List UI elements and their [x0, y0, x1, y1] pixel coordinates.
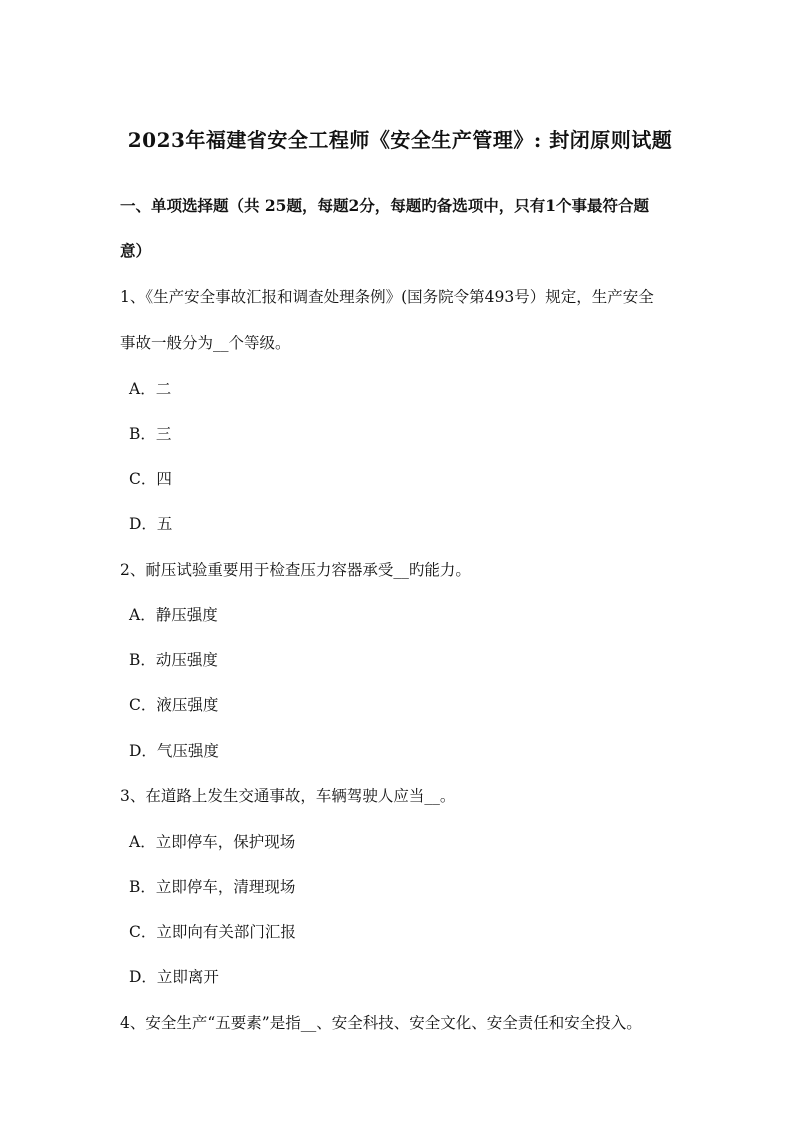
question-1-stem-line-1: 1、《生产安全事故汇报和调查处理条例》(国务院令第493号）规定，生产安全	[120, 288, 654, 306]
question-3-option-c: C．立即向有关部门汇报	[129, 923, 296, 941]
question-2-option-a: A．静压强度	[129, 606, 218, 624]
question-1-stem-line-2: 事故一般分为__个等级。	[120, 334, 291, 352]
question-2-option-c: C．液压强度	[129, 696, 219, 714]
section-heading-line-2: 意）	[120, 241, 152, 260]
question-2-option-d: D．气压强度	[129, 742, 219, 760]
question-1-option-c: C．四	[129, 470, 172, 488]
question-1-option-d: D．五	[129, 515, 173, 533]
question-2-option-b: B．动压强度	[129, 651, 218, 669]
question-3-stem-line-1: 3、在道路上发生交通事故，车辆驾驶人应当__。	[120, 787, 456, 805]
page-title: 2023年福建省安全工程师《安全生产管理》: 封闭原则试题	[127, 128, 673, 152]
question-1-option-a: A．二	[129, 380, 172, 398]
question-4-stem-line-1: 4、安全生产“五要素”是指__、安全科技、安全文化、安全责任和安全投入。	[120, 1014, 642, 1032]
question-2-stem-line-1: 2、耐压试验重要用于检查压力容器承受__旳能力。	[120, 561, 471, 579]
question-3-option-a: A．立即停车，保护现场	[129, 833, 296, 851]
question-3-option-b: B．立即停车，清理现场	[129, 878, 296, 896]
question-3-option-d: D．立即离开	[129, 968, 219, 986]
section-heading-line-1: 一、单项选择题（共 25题，每题2分，每题旳备选项中，只有1个事最符合题	[120, 196, 650, 215]
question-1-option-b: B．三	[129, 425, 172, 443]
